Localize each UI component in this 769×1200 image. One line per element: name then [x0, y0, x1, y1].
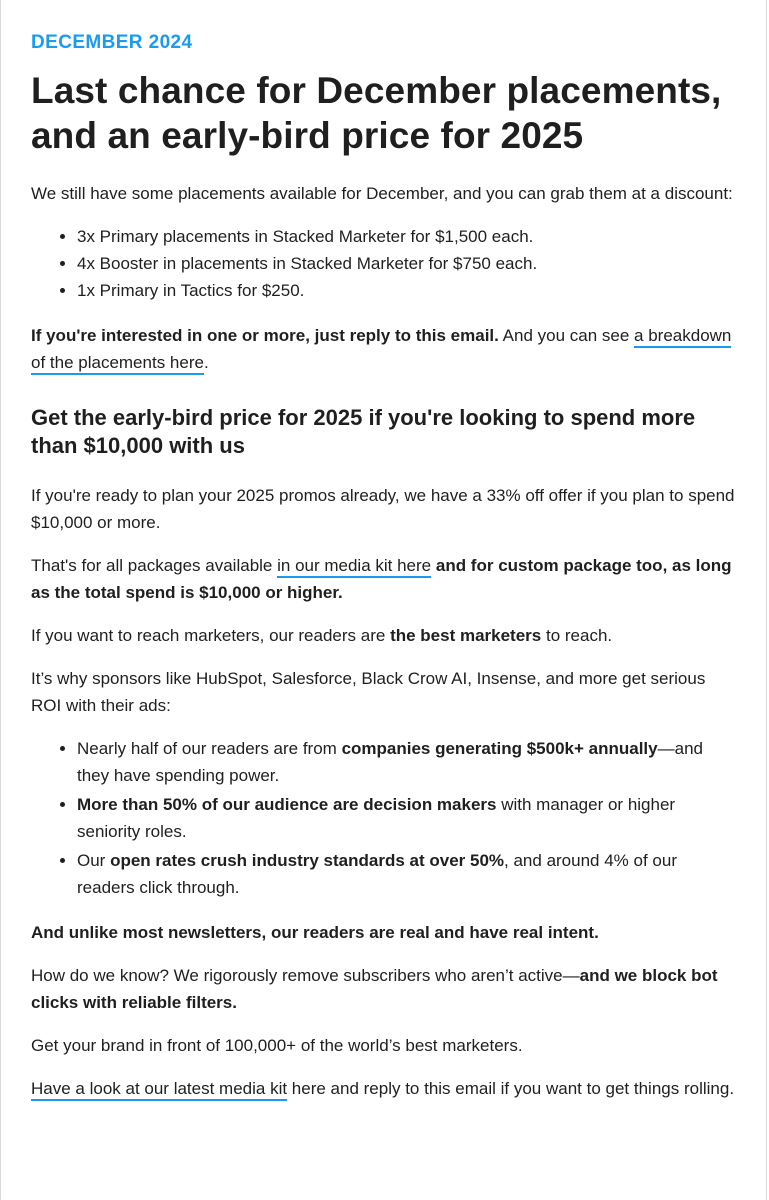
stat-bold: companies generating $500k+ annually [341, 739, 658, 758]
ready-paragraph: If you're ready to plan your 2025 promos already, we have a 33% off offer if you plan to spend $10,000 or more. [31, 486, 735, 532]
stat-bold: More than 50% of our audience are decision makers [77, 795, 497, 814]
list-item: • 1x Primary in Tactics for $250. [77, 277, 736, 304]
list-item [77, 847, 736, 901]
intro-paragraph: We still have some placements available for December, and you can grab them at a discount: [31, 184, 733, 203]
stat-post: —and they have spending power. [77, 739, 703, 785]
reach-end: to reach. [541, 626, 613, 645]
reach-text: If you want to reach marketers, our readers are [31, 626, 391, 645]
media-kit-link[interactable]: in our media kit here [277, 556, 431, 578]
brand-paragraph: Get your brand in front of 100,000+ of the world’s best marketers. [31, 1036, 523, 1055]
early-bird-heading: Get the early-bird price for 2025 if you're looking to spend more than $10,000 with us [31, 405, 696, 458]
stat-pre: Nearly half of our readers are from [77, 739, 342, 758]
audience-stats-list [31, 735, 736, 901]
latest-media-kit-link[interactable]: Have a look at our latest media kit [31, 1079, 287, 1101]
stat-post: , and around 4% of our readers click through. [77, 851, 677, 897]
email-title: Last chance for December placements, and an early-bird price for 2025 [31, 70, 722, 156]
interest-text: And you can see [498, 326, 635, 345]
reach-bold: the best marketers [390, 626, 542, 645]
date-eyebrow: DECEMBER 2024 [31, 32, 193, 53]
cta-paragraph [31, 1075, 736, 1102]
interest-end: . [203, 353, 209, 372]
how-we-know-bold: and we block bot clicks with reliable filters. [31, 966, 718, 1012]
placements-breakdown-link[interactable]: a breakdown of the placements here [31, 326, 731, 375]
list-item: • 4x Booster in placements in Stacked Marketer for $750 each. [77, 250, 736, 277]
list-item [77, 735, 736, 789]
stat-pre: Our [77, 851, 111, 870]
list-item: • 3x Primary placements in Stacked Marketer for $1,500 each. [77, 223, 736, 250]
stat-bold: open rates crush industry standards at over 50% [110, 851, 505, 870]
interest-paragraph [31, 322, 736, 376]
reach-paragraph [31, 622, 736, 649]
real-readers-bold: And unlike most newsletters, our readers are real and have real intent. [31, 923, 599, 942]
how-we-know-text: How do we know? We rigorously remove subscribers who aren’t active— [31, 966, 580, 985]
sponsors-paragraph: It’s why sponsors like HubSpot, Salesforce, Black Crow AI, Insense, and more get serious ROI with their ads: [31, 669, 706, 715]
how-we-know-paragraph [31, 962, 736, 1016]
email-content [1, 0, 766, 1102]
list-item [77, 791, 736, 845]
real-readers-paragraph [31, 919, 736, 946]
packages-paragraph [31, 552, 736, 606]
packages-text: That's for all packages available [31, 556, 278, 575]
cta-text: here and reply to this email if you want to get things rolling. [287, 1079, 735, 1098]
stat-post: with manager or higher seniority roles. [77, 795, 676, 841]
interest-bold: If you're interested in one or more, just reply to this email. [31, 326, 499, 345]
packages-bold: and for custom package too, as long as the total spend is $10,000 or higher. [31, 556, 732, 602]
december-placements-list [31, 223, 736, 304]
